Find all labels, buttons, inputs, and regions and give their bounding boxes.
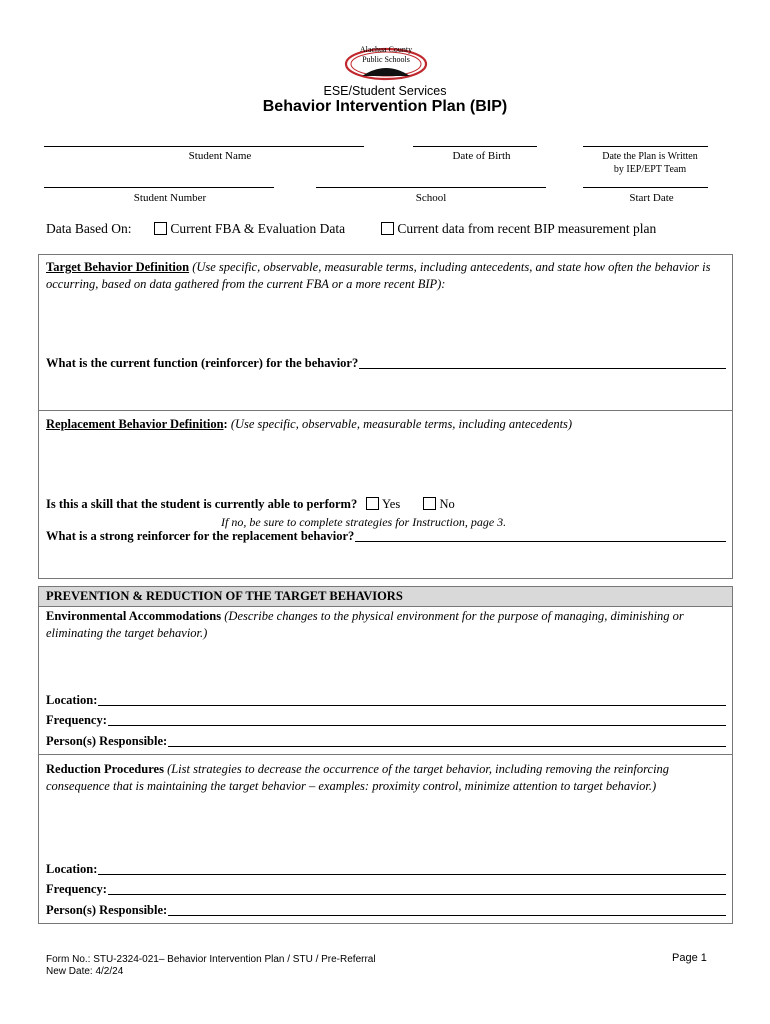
replacement-behavior-instructions: (Use specific, observable, measurable terms, including antecedents) — [230, 417, 573, 431]
form-new-date: New Date: 4/2/24 — [46, 966, 124, 977]
function-answer-field[interactable] — [359, 368, 726, 369]
department-name: ESE/Student Services — [323, 84, 447, 98]
form-number: Form No.: STU-2324-021– Behavior Intervention Plan / STU / Pre-Referral — [46, 954, 376, 965]
bip-data-checkbox[interactable] — [381, 222, 394, 235]
yes-label: Yes — [382, 497, 401, 511]
skill-question-row — [46, 497, 455, 512]
date-of-birth-label: Date of Birth — [452, 150, 511, 162]
replacement-behavior-section — [38, 410, 733, 579]
target-behavior-text — [46, 259, 726, 293]
replacement-colon: : — [223, 417, 228, 431]
student-number-field[interactable] — [44, 187, 274, 188]
fba-option-label: Current FBA & Evaluation Data — [170, 221, 346, 236]
red-frequency-field[interactable] — [108, 894, 726, 895]
env-location-row — [46, 693, 726, 708]
env-frequency-row — [46, 713, 726, 728]
logo-text-line2: Public Schools — [362, 55, 410, 64]
no-checkbox[interactable] — [423, 497, 436, 510]
student-number-label: Student Number — [133, 192, 207, 204]
start-date-field[interactable] — [583, 187, 708, 188]
red-location-row — [46, 862, 726, 877]
function-question: What is the current function (reinforcer) for the behavior? — [46, 356, 359, 370]
env-persons-row — [46, 734, 726, 749]
red-location-field[interactable] — [98, 874, 726, 875]
date-written-label-line1: Date the Plan is Written — [602, 151, 698, 162]
target-behavior-section — [38, 254, 733, 411]
school-label: School — [415, 192, 447, 204]
reduction-heading: Reduction Procedures — [46, 762, 164, 776]
reinforcer-question-row — [46, 529, 726, 544]
env-persons-label: Person(s) Responsible: — [46, 734, 168, 748]
environmental-instructions: (Describe changes to the physical environment for the purpose of managing, diminishing or eliminating the target behavior.) — [46, 609, 684, 640]
reinforcer-answer-field[interactable] — [355, 541, 726, 542]
reinforcer-question: What is a strong reinforcer for the replacement behavior? — [46, 529, 355, 543]
school-field[interactable] — [316, 187, 546, 188]
skill-question: Is this a skill that the student is currently able to perform? — [46, 497, 358, 511]
bip-data-option-label: Current data from recent BIP measurement plan — [397, 221, 657, 236]
red-persons-label: Person(s) Responsible: — [46, 903, 168, 917]
page-number: Page 1 — [672, 952, 707, 964]
red-frequency-label: Frequency: — [46, 882, 107, 896]
target-behavior-instructions: (Use specific, observable, measurable terms, including antecedents, and state how often the behavior is occurring, based on data gathered from the current FBA or a more recent BIP): — [46, 260, 711, 291]
start-date-label: Start Date — [629, 192, 674, 204]
function-question-row — [46, 356, 726, 371]
env-persons-field[interactable] — [168, 746, 726, 747]
red-persons-field[interactable] — [168, 915, 726, 916]
reduction-text — [46, 761, 706, 795]
prevention-divider — [39, 754, 732, 755]
logo-text-line1: Alachua County — [359, 45, 413, 54]
red-persons-row — [46, 903, 726, 918]
page-title: Behavior Intervention Plan (BIP) — [262, 98, 508, 115]
fba-checkbox[interactable] — [154, 222, 167, 235]
date-of-birth-field[interactable] — [413, 146, 537, 147]
data-based-on-label: Data Based On: — [46, 221, 132, 236]
target-behavior-heading: Target Behavior Definition — [46, 260, 190, 274]
date-written-label-line2: by IEP/EPT Team — [613, 164, 687, 175]
reduction-instructions: (List strategies to decrease the occurrence of the target behavior, including removing the reinforcing consequence that is maintaining the target behavior – examples: proximity control, minimize attention to target behavior.) — [46, 762, 670, 793]
replacement-behavior-heading: Replacement Behavior Definition — [46, 417, 224, 431]
instruction-note: If no, be sure to complete strategies for Instruction, page 3. — [221, 515, 507, 529]
prevention-heading-bar — [39, 587, 732, 607]
env-location-label: Location: — [46, 693, 98, 707]
red-location-label: Location: — [46, 862, 98, 876]
environmental-text — [46, 608, 726, 642]
red-frequency-row — [46, 882, 726, 897]
date-written-field[interactable] — [583, 146, 708, 147]
student-name-field[interactable] — [44, 146, 364, 147]
data-based-on-row — [46, 221, 131, 237]
student-name-label: Student Name — [188, 150, 252, 162]
environmental-heading: Environmental Accommodations — [46, 609, 222, 623]
prevention-heading: PREVENTION & REDUCTION OF THE TARGET BEHAVIORS — [46, 589, 403, 603]
yes-checkbox[interactable] — [366, 497, 379, 510]
env-frequency-label: Frequency: — [46, 713, 107, 727]
env-location-field[interactable] — [98, 705, 726, 706]
no-label: No — [439, 497, 455, 511]
replacement-behavior-text — [46, 416, 726, 433]
district-logo — [340, 42, 432, 84]
prevention-section — [38, 586, 733, 924]
env-frequency-field[interactable] — [108, 725, 726, 726]
